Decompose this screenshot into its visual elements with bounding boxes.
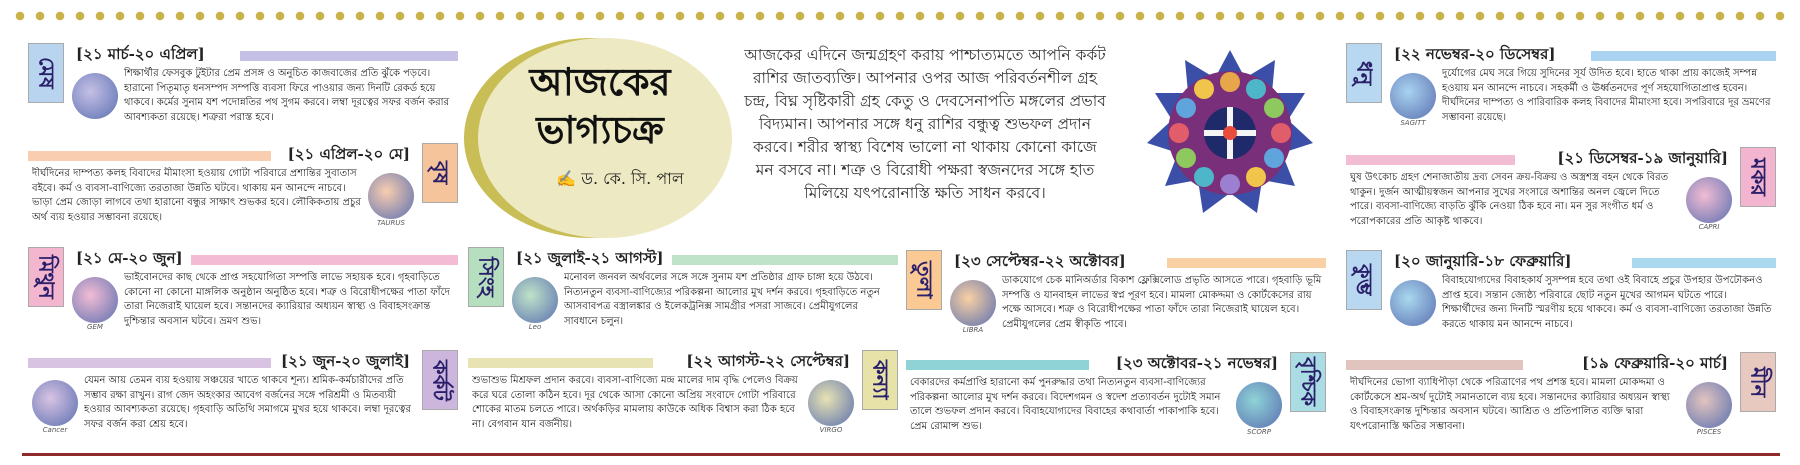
horoscope-card — [468, 350, 898, 445]
sign-name: মকর — [1740, 147, 1776, 207]
color-bar — [1591, 51, 1776, 61]
color-bar — [1346, 360, 1523, 370]
horoscope-card — [468, 247, 898, 342]
sagittarius-archer-icon — [1390, 73, 1436, 127]
horoscope-card — [1346, 43, 1776, 138]
sign-name: কুম্ভ — [1346, 250, 1382, 310]
horoscope-card — [1346, 352, 1776, 447]
sign-caption: Leo — [528, 323, 542, 331]
horoscope-text: ভাইবোনদের কাছ থেকে প্রাপ্ত সহযোগিতা সম্পত্তি লাভে সহায়ক হবে। গৃহবাড়িতে কোনো না কোনো মাঙ্গলিক অনুষ্ঠান অনুষ্ঠিত হবে। শত্রু ও বিরোধীপক্ষের পাতা ফাঁদে তারা নিজেরাই ঘায়েল হবে। সন্তানদের ক্যারিয়ার অধ্যয়ন স্বাস্থ্য ও বিবাহসংক্রান্ত দুশ্চিন্তার অবসান ঘটবে। ভ্রমণ শুভ। — [124, 272, 450, 327]
date-range: [২২ নভেম্বর-২০ ডিসেম্বর] — [1394, 45, 1556, 63]
author-byline — [520, 166, 720, 193]
sign-caption: PISCES — [1696, 428, 1722, 436]
pisces-fish-icon — [1686, 382, 1732, 436]
date-range: [২১ জুলাই-২১ আগস্ট] — [516, 249, 664, 267]
color-bar — [672, 255, 898, 265]
horoscope-text: বেকারদের কর্মপ্রাপ্তি হারানো কর্ম পুনরুদ্ধার তথা নিত্যনতুন ব্যবসা-বাণিজ্যের পরিকল্পনা আলোর মুখ দর্শন করবে। বিদেশগমন ও স্বদেশ প্রত্যাবর্তন দুটোই সমান তালে শুভফল প্রদান করবে। বিবাহযোগ্যদের বিবাহের কথাবার্তা পাকাপাকি হবে। প্রেম রোমান্স শুভ। — [910, 377, 1221, 432]
pen-icon: ✍ — [556, 169, 577, 188]
color-bar — [191, 255, 458, 265]
horoscope-card — [28, 43, 458, 138]
feature-paragraph: আজকের এদিনে জন্মগ্রহণ করায় পাশ্চাত্যমতে আপনি কর্কট রাশির জাতব্যক্তি। আপনার ওপর আজ পরিবর্তনশীল গ্রহ চন্দ্র, বিঘ্ন সৃষ্টিকারী গ্রহ কেতু ও দেবসেনাপতি মঙ্গলের প্রভাব বিদ্যমান। আপনার সঙ্গে ধনু রাশির বন্ধুত্ব শুভফল প্রদান করবে। শরীর স্বাস্থ্য বিশেষ ভালো না থাকায় কোনো কাজে মন বসবে না। শত্রু ও বিরোধী পক্ষরা স্বজনদের সঙ্গে হাত মিলিয়ে যৎপরোনাস্তি ক্ষতি সাধন করবে। — [744, 46, 1106, 202]
horoscope-card — [906, 250, 1326, 345]
bottom-divider — [22, 453, 1780, 456]
sign-caption: SCORP — [1247, 428, 1271, 436]
horoscope-card — [28, 350, 458, 445]
horoscope-text: শিক্ষার্থীর ফেসবুক টুইটার প্রেম প্রসঙ্গ ও অনুচিত কাজবাজের প্রতি ঝুঁকে পড়বে। হারানো পিতৃমাতৃ ধনসম্পদ সম্পত্তি ব্যবসা ফিরে পাওয়ার জন্য দিনটি রেকর্ড হয়ে থাকবে। কর্মের সুনাম যশ পদোন্নতির পথ সুগম করবে। লম্বা দূরত্বের সফর বর্জন করার আবশ্যকতা রয়েছে। শত্রুরা পরাস্ত হবে। — [124, 68, 450, 123]
sign-name: সিংহ — [468, 247, 504, 307]
horoscope-text: বিবাহযোগ্যদের বিবাহকার্য সুসম্পন্ন হবে তথা ওই বিবাহে প্রচুর উপহার উপঢৌকনও প্রাপ্ত হবে। সন্তান জ্যেষ্ঠ্য পরিবারে ছোট নতুন মুখের আগমন ঘটতে পারে। শিক্ষার্থীদের জন্য দিনটি স্মরণীয় হয়ে থাকবে। কর্ম ও ব্যবসা-বাণিজ্যে তরতাজা উন্নতি করতে থাকায় মন আনন্দে নাচবে। — [1442, 275, 1772, 330]
horoscope-text: দীর্ঘদিনের ভোগা ব্যাধিপীড়া থেকে পরিত্রাণের পথ প্রশস্ত হবে। মামলা মোকদ্দমা ও কোর্টকেসে শ্রম-অর্থ দুটোই সমানতালে ব্যয় হবে। সন্তানদের ক্যারিয়ার অধ্যয়ন স্বাস্থ্য ও বিবাহসংক্রান্ত দুশ্চিন্তার অবসান ঘটবে। আশ্রিত ও প্রতিপালিত ব্যক্তি দ্বারা যৎপরোনাস্তি ক্ষতির সম্ভাবনা। — [1350, 377, 1670, 432]
date-range: [২১ মে-২০ জুন] — [76, 249, 183, 267]
color-bar — [240, 51, 458, 61]
sign-caption: SAGITT — [1400, 119, 1426, 127]
date-range: [২২ আগস্ট-২২ সেপ্টেম্বর] — [686, 352, 850, 370]
sign-caption: GEM — [87, 323, 103, 331]
sign-name: মীন — [1740, 352, 1776, 412]
sign-caption: LIBRA — [962, 326, 984, 334]
author-name: ড. কে. সি. পাল — [581, 169, 684, 188]
sign-name: ধনু — [1346, 43, 1382, 103]
horoscope-card — [1346, 147, 1776, 242]
date-range: [২৩ অক্টোবর-২১ নভেম্বর] — [1115, 354, 1278, 372]
aries-ram-icon — [72, 73, 118, 119]
color-bar — [1346, 155, 1515, 165]
horoscope-text: শুভাশুভ মিশ্রফল প্রদান করবে। ব্যবসা-বাণিজ্যে মন্দ্র মালের দাম বৃদ্ধি পেলেও বিক্রয় করে ঘরে তোলা কঠিন হবে। দূর থেকে আসা কোনো অপ্রিয় সংবাদে গোটা পরিবারে শোকের মাতম চলতে পারে। অর্থকড়ির মামলায় কাউকে অধিক বিশ্বাস করা ঠিক হবে না। বেগবান যান বর্জনীয়। — [472, 375, 798, 430]
sign-name: কর্কট — [422, 350, 458, 410]
sign-name: কন্যা — [862, 350, 898, 410]
dotted-border-top — [10, 8, 1790, 24]
horoscope-text: দুর্যোগের মেঘ সরে গিয়ে সুদিনের সূর্য উদিত হবে। হাতে থাকা প্রায় কাজেই সম্পন্ন হওয়ায় মন আনন্দে নাচবে। সহকর্মী ও ঊর্ধ্বতনদের পূর্ণ সহযোগিতাপ্রাপ্ত হবেন। দীর্ঘদিনের দাম্পত্য ও পারিবারিক কলহ বিবাদের মীমাংসা হবে। সপরিবারে দূর ভ্রমণের সম্ভাবনা রয়েছে। — [1442, 68, 1771, 123]
sign-name: মেষ — [28, 43, 64, 103]
capricorn-goat-icon — [1686, 177, 1732, 231]
cancer-crab-icon — [32, 380, 78, 434]
horoscope-card — [28, 143, 458, 238]
date-range: [১৯ ফেব্রুয়ারি-২০ মার্চ] — [1582, 354, 1728, 372]
taurus-bull-icon — [368, 173, 414, 227]
horoscope-text: ঘুষ উৎকোচ গ্রহণ শেনাজাতীয় দ্রব্য সেবন ক্রয়-বিক্রয় ও অস্ত্রশস্ত্র বহন থেকে বিরত থাকুন। দুর্জন আত্মীয়স্বজন আপনার সুখের সংসারে অশান্তির অনল জ্বেলে দিতে পারে। ব্যবসা-বাণিজ্যে বাড়তি ঝুঁকি নেওয়া ঠিক হবে না। মন সুর সংগীত ধর্ম ও পরোপকারের প্রতি আকৃষ্ট থাকবে। — [1350, 172, 1669, 227]
title-line-2: ভাগ্যচক্র — [536, 107, 664, 152]
date-range: [২০ জানুয়ারি-১৮ ফেব্রুয়ারি] — [1394, 252, 1572, 270]
date-range: [২১ জুন-২০ জুলাই] — [281, 352, 410, 370]
gemini-twins-icon — [72, 277, 118, 331]
horoscope-card — [1346, 250, 1776, 345]
leo-lion-icon — [512, 277, 558, 331]
color-bar — [906, 360, 1089, 370]
color-bar — [1167, 258, 1326, 268]
sign-name: তুলা — [906, 250, 942, 310]
date-range: [২১ ডিসেম্বর-১৯ জানুয়ারি] — [1557, 149, 1728, 167]
zodiac-wheel-icon — [1145, 48, 1315, 218]
horoscope-text: যেমন আয় তেমন ব্যয় হওয়ায় সঞ্চয়ের খাতে থাকবে শূন্য। শ্রমিক-কর্মচারীদের প্রতি সম্ভাব রক্ষা রাখুন। রাগ জেদ অহংকার আবেগ বর্জনের সঙ্গে পরিশ্রমী ও মিতব্যয়ী হওয়ার আবশ্যকতা রয়েছে। গৃহবাড়ি অতিথি সমাগমে মুখর হয়ে থাকবে। লম্বা দূরত্বের সফর বর্জন করা শ্রেয় হবে। — [84, 375, 411, 430]
sign-name: বৃশ্চিক — [1290, 352, 1326, 412]
horoscope-card — [906, 352, 1326, 447]
horoscope-text: মনোবল জনবল অর্থবলের সঙ্গে সঙ্গে সুনাম যশ প্রতিষ্ঠার গ্রাফ চাঙ্গা হয়ে উঠবে। নিত্যনতুন ব্যবসা-বাণিজ্যের পরিকল্পনা আলোর মুখ দর্শন করবে। গৃহবাড়িতে নতুন আসবাবপত্র বস্ত্রালঙ্কার ও ইলেকট্রনিক্স সামগ্রীর পসরা সাজবে। প্রেমীযুগলের সাবধানে চলুন। — [564, 272, 880, 327]
aquarius-water-bearer-icon — [1390, 280, 1436, 326]
sign-caption: VIRGO — [819, 426, 843, 434]
color-bar — [28, 151, 271, 161]
date-range: [২১ এপ্রিল-২০ মে] — [287, 145, 410, 163]
page-title — [500, 58, 700, 154]
horoscope-card — [28, 247, 458, 342]
color-bar — [1632, 258, 1776, 268]
horoscope-text: দীর্ঘদিনের দাম্পত্য কলহ বিবাদের মীমাংসা হওয়ায় গোটা পরিবারে প্রশান্তির সুবাতাস বইবে। কর্ম ও ব্যবসা-বাণিজ্যে তরতাজা উন্নতি ঘটবে। থাকায় মন আনন্দে নাচবে। ভাড়া প্রেম জোড়া লাগবে তথা হারানো বন্ধুর সাক্ষাৎ শুভকর হবে। লৌকিকতায় প্রচুর অর্থ ব্যয় হওয়ার সম্ভাবনা রয়েছে। — [32, 168, 361, 223]
sign-name: বৃষ — [422, 143, 458, 203]
scorpio-scorpion-icon — [1236, 382, 1282, 436]
virgo-maiden-icon — [808, 380, 854, 434]
date-range: [২১ মার্চ-২০ এপ্রিল] — [76, 45, 205, 63]
color-bar — [468, 358, 653, 368]
date-range: [২৩ সেপ্টেম্বর-২২ অক্টোবর] — [954, 252, 1126, 270]
sign-name: মিথুন — [28, 247, 64, 307]
sign-caption: TAURUS — [377, 219, 405, 227]
sign-caption: Cancer — [42, 426, 68, 434]
title-line-1: আজকের — [529, 59, 671, 104]
color-bar — [28, 358, 271, 368]
sign-caption: CAPRI — [1698, 223, 1720, 231]
horoscope-text: ডাকযোগে চেক মানিঅর্ডার বিকাশ ফ্লেক্সিলোড প্রভৃতি আসতে পারে। গৃহবাড়ি ভূমি সম্পত্তি ও যানবাহন লাভের স্বপ্ন পূরণ হবে। মামলা মোকদ্দমা ও কোর্টকেসের রায় পক্ষে আসবে। শত্রু ও বিরোধীপক্ষের পাতা ফাঁদে তারা নিজেরাই ঘায়েল হবে। প্রেমীযুগলের প্রেম স্বীকৃতি পাবে। — [1002, 275, 1322, 330]
libra-scales-icon — [950, 280, 996, 334]
